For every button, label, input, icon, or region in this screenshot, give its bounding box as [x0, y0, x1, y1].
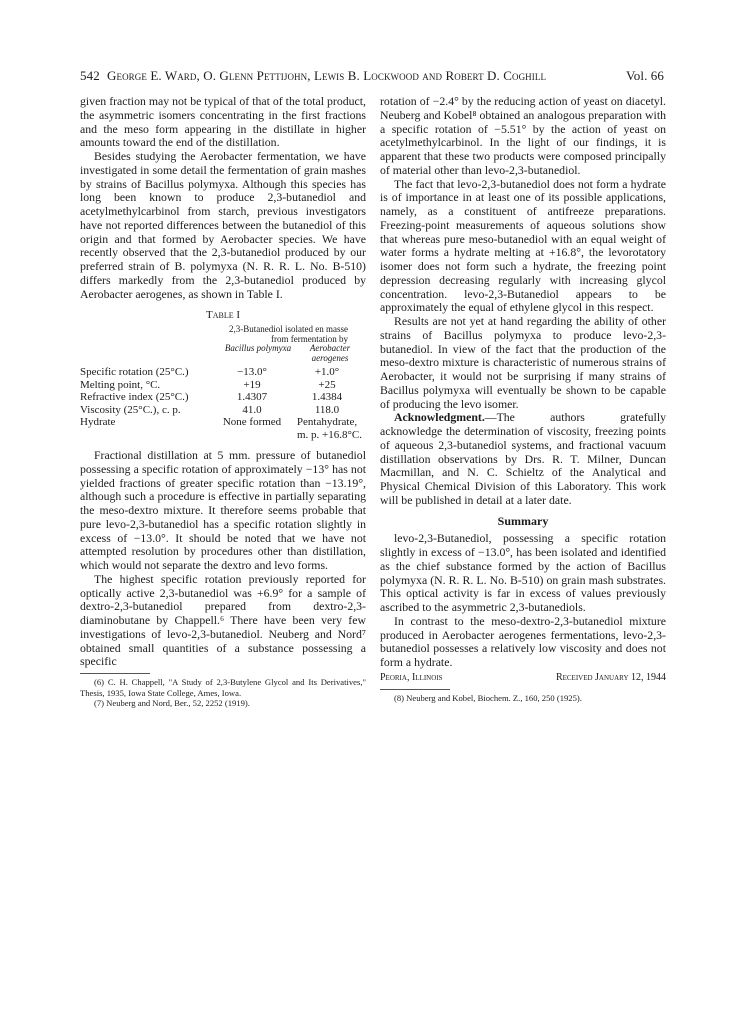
- acknowledgment: [380, 411, 666, 507]
- cell: 118.0: [314, 403, 340, 416]
- row-label: Melting point, °C.: [80, 378, 161, 391]
- table-caption-line: 2,3-Butanediol isolated en masse: [229, 324, 348, 334]
- cell-continuation: m. p. +16.8°C.: [297, 428, 362, 441]
- location: Peoria, Illinois: [380, 671, 443, 683]
- paragraph: Fractional distillation at 5 mm. pressure of butanediol possessing a specific rotation of approximately −13° has not yielded fractions of greater specific rotation than −13.19°, although such a procedure is effective in partially separating the meso-dextro mixture. It therefore seems probable that pure levo-2,3-butanediol has a specific rotation slightly in excess of −13.0°. It should be noted that we have not attempted resolution by procedures other than distillation, which would not separate the dextro and levo forms.: [80, 448, 366, 572]
- row-label: Viscosity (25°C.), c. p.: [80, 403, 181, 416]
- cell: Pentahydrate,: [296, 416, 358, 428]
- table-row: [80, 404, 366, 417]
- paragraph: In contrast to the meso-dextro-2,3-butanediol mixture produced in Aerobacter aerogenes fermentations, levo-2,3-butanediol possesses a relatively low viscosity and does not form a hydrate.: [380, 613, 666, 669]
- cell: 41.0: [242, 403, 262, 416]
- cell: +19: [243, 378, 261, 391]
- paragraph: Besides studying the Aerobacter fermentation, we have investigated in some detail the fermentation of grain mashes by strains of Bacillus polymyxa. Although this species has long been known to produce 2,3-butanediol and acetylmethylcarbinol from starch, previous investigators have not reported differences between the butanediol of this origin and that formed by Aerobacter species. We have recently observed that the 2,3-butanediol produced by our preferred strain of B. polymyxa (N. R. R. L. No. B-510) differs markedly from the 2,3-butanediol produced by Aerobacter aerogenes, as shown in Table I.: [80, 149, 366, 301]
- table-row: [80, 391, 366, 404]
- column-header: Aerobacter aerogenes: [309, 343, 351, 363]
- table-caption-line: from fermentation by: [271, 333, 348, 344]
- acknowledgment-heading: Acknowledgment.: [394, 410, 485, 425]
- footnote: (6) C. H. Chappell, "A Study of 2,3-Butylene Glycol and Its Derivatives," Thesis, 1935, Iowa State College, Ames, Iowa.: [80, 677, 366, 698]
- table-row: [80, 379, 366, 392]
- received-date: Received January 12, 1944: [555, 671, 666, 683]
- paragraph: The highest specific rotation previously reported for optically active 2,3-butanediol was +6.9° for a sample of dextro-2,3-butanediol prepared from dextro-2,3-diaminobutane by Chappell.⁶ There have been very few investigations of levo-2,3-butanediol. Neuberg and Nord⁷ obtained small quantities of a substance possessing a specific: [80, 571, 366, 669]
- footnote: (8) Neuberg and Kobel, Biochem. Z., 160, 250 (1925).: [394, 692, 582, 703]
- footnote: (7) Neuberg and Nord, Ber., 52, 2252 (1919).: [94, 698, 250, 708]
- header-volume: Vol. 66: [625, 68, 664, 83]
- paragraph: levo-2,3-Butanediol, possessing a specific rotation slightly in excess of −13.0°, has been isolated and identified as the chief substance formed by the action of Bacillus polymyxa (N. R. R. L. No. B-510) on grain mash substrates. This optical activity is far in excess of values previously ascribed to the asymmetric 2,3-butanediols.: [380, 531, 666, 614]
- header-authors: George E. Ward, O. Glenn Pettijohn, Lewis B. Lockwood and Robert D. Coghill: [107, 68, 547, 83]
- affiliation-line: [380, 671, 666, 685]
- cell: 1.4307: [236, 391, 268, 403]
- footnote-rule: [380, 689, 450, 690]
- cell: None formed: [222, 416, 282, 428]
- table-row: [80, 366, 366, 379]
- cell: 1.4384: [311, 391, 343, 403]
- right-column: [380, 95, 666, 703]
- cell: −13.0°: [237, 366, 267, 378]
- row-label: Hydrate: [80, 416, 116, 428]
- data-table: [80, 325, 366, 441]
- table-column-headers: [80, 344, 366, 363]
- page-number: 542: [80, 68, 100, 83]
- row-label: Refractive index (25°C.): [80, 391, 189, 403]
- cell: +1.0°: [314, 366, 340, 378]
- paragraph: The fact that levo-2,3-butanediol does not form a hydrate is of importance in at least one of its possible applications, namely, as a constituent of antifreeze preparations. Freezing-point measurements of aqueous solutions show that whereas pure meso-butanediol with an equal weight of water forms a hydrate melting at +16.8°, the levorotatory isomer does not form such a hydrate, the freezing point depression decreasing regularly with increasing glycol concentration. levo-2,3-Butanediol appears to be approximately the equal of ethylene glycol in this respect.: [380, 176, 666, 315]
- cell: +25: [318, 378, 336, 391]
- acknowledgment-body: —The authors gratefully acknowledge the determination of viscosity, freezing points of aqueous 2,3-butanediol systems, and fractional vacuum distillation observations by Drs. R. T. Milner, Duncan Macmillan, and N. C. Schieltz of the Analytical and Physical Chemical Division of this Laboratory. This work will be published in detail at a later date.: [380, 410, 666, 507]
- paragraph: rotation of −2.4° by the reducing action of yeast on diacetyl. Neuberg and Kobel⁸ obtained an analogous preparation with a specific rotation of −5.51° by the action of yeast on acetylmethylcarbinol. In the light of our findings, it is apparent that these two products were composed principally of material other than levo-2,3-butanediol.: [380, 94, 666, 177]
- summary-heading: Summary: [497, 513, 549, 528]
- paragraph: given fraction may not be typical of that of the total product, the asymmetric isomers concentrating in the first fractions and the meso form appearing in the distillate in higher amounts toward the end of the distillation.: [80, 94, 366, 150]
- footnote-rule: [80, 673, 150, 674]
- column-header: Bacillus polymyxa: [224, 343, 292, 353]
- paragraph: Results are not yet at hand regarding the ability of other strains of Bacillus polymyxa to produce levo-2,3-butanediol. In view of the fact that the production of the meso-dextro mixture is characteristic of numerous strains of Aerobacter, it would not be surprising if many strains of Bacillus polymyxa will eventually be shown to be capable of producing the levo isomer.: [380, 314, 666, 411]
- table-row: [80, 416, 366, 429]
- table-title: Table I: [205, 309, 241, 322]
- left-column: [80, 95, 366, 709]
- row-label: Specific rotation (25°C.): [80, 366, 189, 378]
